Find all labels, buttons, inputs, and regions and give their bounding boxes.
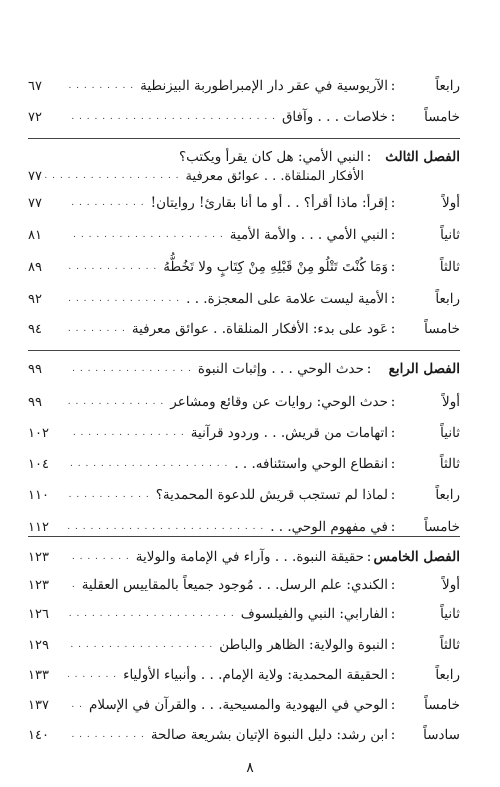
leader-dots [68, 490, 150, 500]
entry-page: ١٠٢ [28, 425, 49, 441]
entry-colon: : [390, 519, 396, 535]
chapter-label: الفصل الخامس [373, 549, 460, 565]
entry-label: رابعاً [435, 78, 460, 94]
entry-title: النبي الأمي . . . والأمة الأمية [229, 227, 388, 243]
section-divider [28, 536, 460, 537]
toc-entry [28, 288, 460, 310]
entry-colon: : [390, 727, 396, 743]
entry-label: رابعاً [435, 291, 460, 307]
entry-colon: : [390, 78, 396, 94]
entry-title: عَود على بدء: الأفكار المنلقاة. . عوائق معرفية [131, 321, 388, 337]
entry-page: ١١٠ [28, 487, 49, 503]
entry-label: ثالثاً [439, 259, 460, 275]
toc-entry [28, 574, 460, 596]
entry-label: رابعاً [435, 667, 460, 683]
entry-colon: : [390, 425, 396, 441]
entry-title: النبوة والولاية: الظاهر والباطن [219, 637, 388, 653]
entry-page: ٩٤ [28, 321, 42, 337]
entry-page: ٧٧ [28, 168, 42, 184]
toc-entry [28, 664, 460, 686]
leader-dots [68, 640, 213, 650]
entry-page: ٨١ [28, 227, 42, 243]
entry-label: ثالثاً [439, 456, 460, 472]
leader-dots [68, 198, 145, 208]
entry-label: خامساً [424, 519, 460, 535]
entry-page: ٩٩ [28, 394, 42, 410]
chapter-title: حقيقة النبوة. . . وآراء في الإمامة والولاية [135, 549, 364, 565]
entry-title: اتهامات من قريش. . . وردود قرآنية [190, 425, 388, 441]
leader-dots [68, 364, 192, 374]
toc-entry [28, 603, 460, 625]
entry-label: سادساً [423, 727, 460, 743]
entry-page: ١٣٧ [28, 697, 49, 713]
entry-colon: : [366, 361, 372, 377]
toc-entry [28, 391, 460, 413]
entry-title: ابن رشد: دليل النبوة الإتيان بشريعة صالحة [150, 727, 388, 743]
toc-entry [28, 256, 460, 278]
entry-label: ثانياً [440, 606, 460, 622]
entry-title: الفارابي: النبي والفيلسوف [240, 606, 388, 622]
leader-dots [68, 459, 228, 469]
leader-dots [68, 230, 224, 240]
toc-entry [28, 694, 460, 716]
leader-dots [68, 112, 276, 122]
leader-dots [68, 670, 117, 680]
chapter-title: حدث الوحي . . . وإثبات النبوة [197, 361, 364, 377]
leader-dots [68, 580, 76, 590]
entry-page: ٧٧ [28, 195, 42, 211]
entry-label: أولاً [442, 394, 460, 410]
toc-entry [28, 75, 460, 97]
entry-title: الحقيقة المحمدية: ولاية الإمام. . . وأنبياء الأولياء [123, 667, 388, 683]
entry-page: ١٣٣ [28, 667, 49, 683]
entry-title: حدث الوحي: روايات عن وقائع ومشاعر [170, 394, 388, 410]
entry-title: الأمية ليست علامة على المعجزة. . . [186, 291, 388, 307]
entry-page: ٩٩ [28, 361, 42, 377]
leader-dots [68, 522, 264, 532]
chapter-label: الفصل الرابع [388, 361, 460, 377]
toc-chapter-heading [28, 146, 460, 168]
section-divider [28, 138, 460, 139]
leader-dots [68, 609, 235, 619]
entry-page: ١٢٩ [28, 637, 49, 653]
toc-entry [28, 422, 460, 444]
entry-colon: : [366, 549, 372, 565]
entry-title: الوحي في اليهودية والمسيحية. . . والقرآن في الإسلام [88, 697, 388, 713]
entry-title: انقطاع الوحي واستئنافه. . . [234, 456, 388, 472]
entry-colon: : [390, 259, 396, 275]
entry-label: خامساً [424, 109, 460, 125]
entry-title: في مفهوم الوحي. . . [270, 519, 388, 535]
entry-page: ١١٢ [28, 519, 49, 535]
entry-page: ٨٩ [28, 259, 42, 275]
entry-label: أولاً [442, 577, 460, 593]
entry-colon: : [390, 394, 396, 410]
chapter-title: النبي الأمي: هل كان يقرأ ويكتب؟ [178, 149, 364, 165]
entry-label: خامساً [424, 321, 460, 337]
entry-colon: : [390, 697, 396, 713]
entry-label: رابعاً [435, 487, 460, 503]
entry-page: ١٢٣ [28, 577, 49, 593]
toc-entry [28, 224, 460, 246]
leader-dots [68, 730, 145, 740]
entry-title: لماذا لم تستجب قريش للدعوة المحمدية؟ [155, 487, 388, 503]
section-divider [28, 350, 460, 351]
toc-chapter-heading [28, 358, 460, 380]
chapter-subtitle-line [28, 166, 364, 186]
toc-entry [28, 453, 460, 475]
page-folio-number: ٨ [246, 760, 254, 776]
chapter-page-line [28, 165, 68, 187]
entry-colon: : [390, 195, 396, 211]
entry-colon: : [390, 667, 396, 683]
entry-colon: : [390, 109, 396, 125]
entry-colon: : [390, 227, 396, 243]
toc-entry [28, 634, 460, 656]
leader-dots [68, 324, 126, 334]
leader-dots [68, 81, 134, 91]
entry-title: خلاصات . . . وآفاق [281, 109, 388, 125]
chapter-subtitle: الأفكار المنلقاة. . . عوائق معرفية [185, 168, 364, 184]
toc-entry [28, 192, 460, 214]
leader-dots [68, 397, 164, 407]
entry-label: ثالثاً [439, 637, 460, 653]
entry-page: ١٤٠ [28, 727, 49, 743]
toc-chapter-heading [28, 546, 460, 568]
entry-page: ١٢٦ [28, 606, 49, 622]
entry-colon: : [390, 606, 396, 622]
entry-label: ثانياً [440, 425, 460, 441]
entry-page: ٧٢ [28, 109, 42, 125]
entry-page: ٦٧ [28, 78, 42, 94]
entry-colon: : [390, 577, 396, 593]
entry-label: أولاً [442, 195, 460, 211]
entry-label: ثانياً [440, 227, 460, 243]
entry-title: الكندي: علم الرسل. . . مُوجود جميعاً بالمقاييس العقلية [81, 577, 388, 593]
toc-entry [28, 724, 460, 746]
leader-dots [68, 262, 157, 272]
toc-entry [28, 484, 460, 506]
entry-page: ١٠٤ [28, 456, 49, 472]
leader-dots [68, 700, 83, 710]
entry-title: وَمَا كُنْتَ تَتْلُو مِنْ قَبْلِهِ مِنْ كِتَابٍ ولا تَخُطُّهُ [163, 259, 388, 275]
entry-colon: : [366, 149, 372, 165]
entry-colon: : [390, 637, 396, 653]
entry-page: ١٢٣ [28, 549, 49, 565]
entry-colon: : [390, 487, 396, 503]
toc-entry [28, 516, 460, 538]
entry-colon: : [390, 291, 396, 307]
leader-dots [68, 294, 180, 304]
toc-entry [28, 106, 460, 128]
entry-label: خامساً [424, 697, 460, 713]
entry-title: الآريوسية في عقر دار الإمبراطوربة البيزنطية [140, 78, 388, 94]
leader-dots [68, 428, 185, 438]
chapter-label: الفصل الثالث [385, 149, 460, 165]
toc-entry [28, 318, 460, 340]
entry-title: إقرأ: ماذا أقرأ؟ . . أو ما أنا بقارئ! روايتان! [150, 195, 388, 211]
entry-colon: : [390, 456, 396, 472]
leader-dots [68, 552, 130, 562]
entry-page: ٩٢ [28, 291, 42, 307]
entry-colon: : [390, 321, 396, 337]
